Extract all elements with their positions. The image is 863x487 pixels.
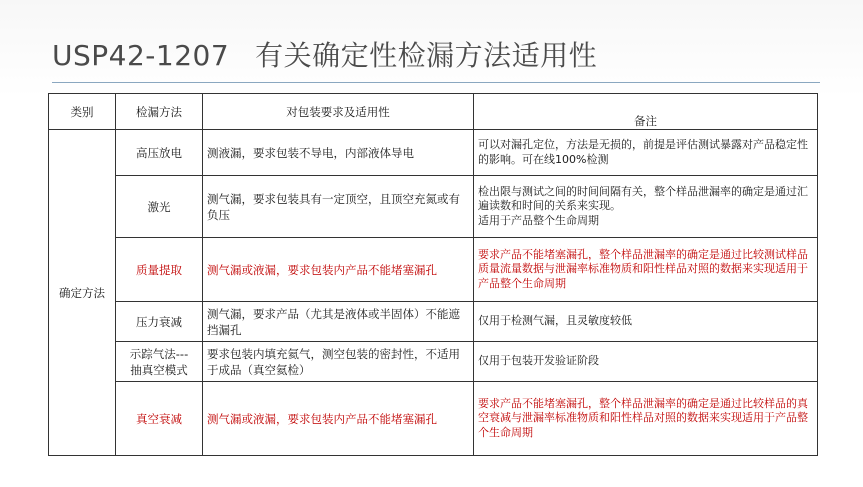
table-row [49,342,818,382]
method-line: 抽真空模式 [130,362,188,377]
header-method: 检漏方法 [116,94,203,130]
requirement-cell: 测气漏，要求产品（尤其是液体或半固体）不能遮挡漏孔 [203,302,474,342]
method-cell: 激光 [116,176,203,238]
method-cell: 真空衰减 [116,382,203,456]
requirement-cell: 测气漏或液漏，要求包装内产品不能堵塞漏孔 [203,382,474,456]
note-cell: 仅用于包装开发验证阶段 [474,342,818,382]
table-header-row [49,94,818,130]
method-cell [116,342,203,382]
requirement-cell: 测气漏，要求包装具有一定顶空，且顶空充氮或有负压 [203,176,474,238]
header-category: 类别 [49,94,116,130]
header-requirement: 对包装要求及适用性 [203,94,474,130]
category-cell: 确定方法 [49,130,116,456]
requirement-cell: 要求包装内填充氦气，测空包装的密封性，不适用于成品（真空氦检） [203,342,474,382]
header-note: 备注 [474,94,818,130]
method-line: 示踪气法--- [129,346,189,361]
method-cell: 高压放电 [116,130,203,176]
title-divider [52,82,820,83]
table-row [49,130,818,176]
title-text: 有关确定性检漏方法适用性 [255,39,598,72]
note-cell: 仅用于检测气漏，且灵敏度较低 [474,302,818,342]
table-row [49,382,818,456]
note-line: 适用于产品整个生命周期 [478,213,599,227]
method-cell: 质量提取 [116,238,203,302]
leak-test-methods-table [48,93,818,456]
requirement-cell: 测气漏或液漏，要求包装内产品不能堵塞漏孔 [203,238,474,302]
note-cell: 可以对漏孔定位，方法是无损的，前提是评估测试暴露对产品稳定性的影响。可在线100%检测 [474,130,818,176]
requirement-cell: 测液漏，要求包装不导电，内部液体导电 [203,130,474,176]
note-cell: 要求产品不能堵塞漏孔，整个样品泄漏率的确定是通过比较样品的真空衰减与泄漏率标准物质和阳性样品对照的数据来实现适用于产品整个生命周期 [474,382,818,456]
note-line: 检出限与测试之间的时间间隔有关，整个样品泄漏率的确定是通过汇遍读数和时间的关系来实现。 [478,184,808,213]
note-cell [474,176,818,238]
title-code: USP42-1207 [52,39,230,72]
table-row [49,176,818,238]
table-row [49,238,818,302]
method-cell: 压力衰减 [116,302,203,342]
note-cell: 要求产品不能堵塞漏孔，整个样品泄漏率的确定是通过比较测试样品质量流量数据与泄漏率标准物质和阳性样品对照的数据来实现适用于产品整个生命周期 [474,238,818,302]
slide-title [52,34,597,74]
table-row [49,302,818,342]
